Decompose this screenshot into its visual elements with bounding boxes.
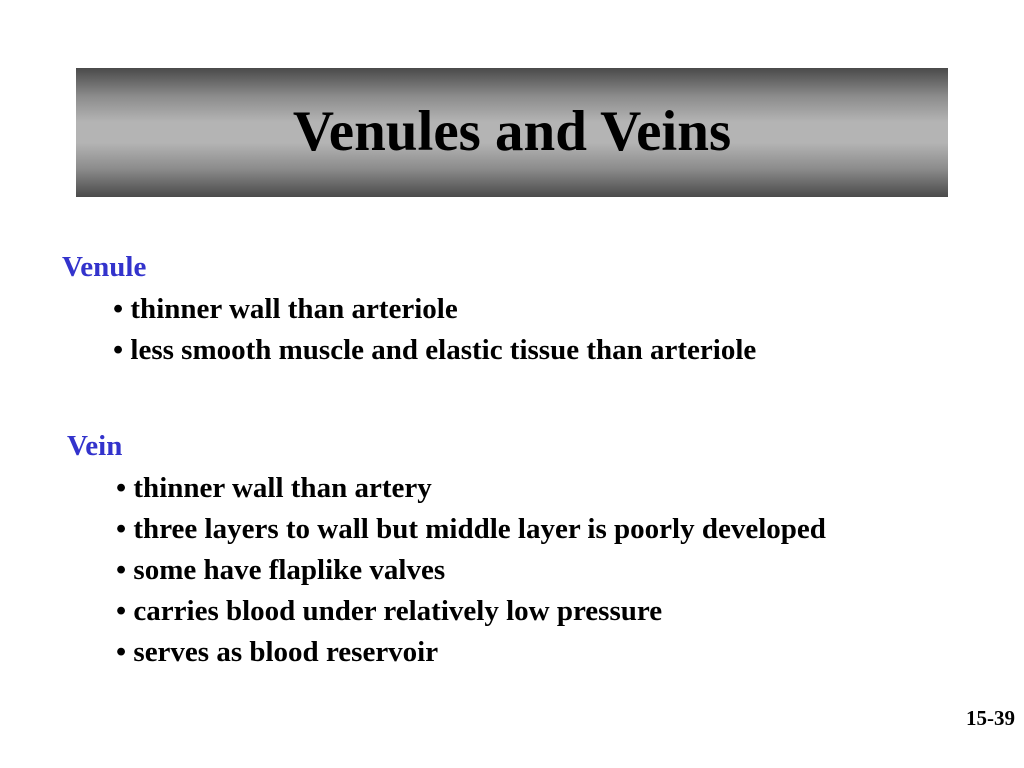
list-item: • three layers to wall but middle layer is poorly developed <box>116 513 826 545</box>
list-item: • carries blood under relatively low pressure <box>116 595 663 627</box>
list-item: • thinner wall than arteriole <box>113 293 458 325</box>
list-item: • some have flaplike valves <box>116 554 446 586</box>
vein-section <box>67 427 826 673</box>
title-banner <box>76 68 948 197</box>
list-item: • less smooth muscle and elastic tissue than arteriole <box>113 334 757 366</box>
slide-title: Venules and Veins <box>292 100 732 163</box>
venule-section <box>62 248 756 371</box>
vein-bullet-list <box>116 468 826 673</box>
slide-number: 15-39 <box>966 706 1015 730</box>
venule-bullet-list <box>113 289 756 371</box>
venule-heading: Venule <box>62 251 147 283</box>
list-item: • thinner wall than artery <box>116 472 432 504</box>
list-item: • serves as blood reservoir <box>116 636 439 668</box>
vein-heading: Vein <box>67 430 123 462</box>
